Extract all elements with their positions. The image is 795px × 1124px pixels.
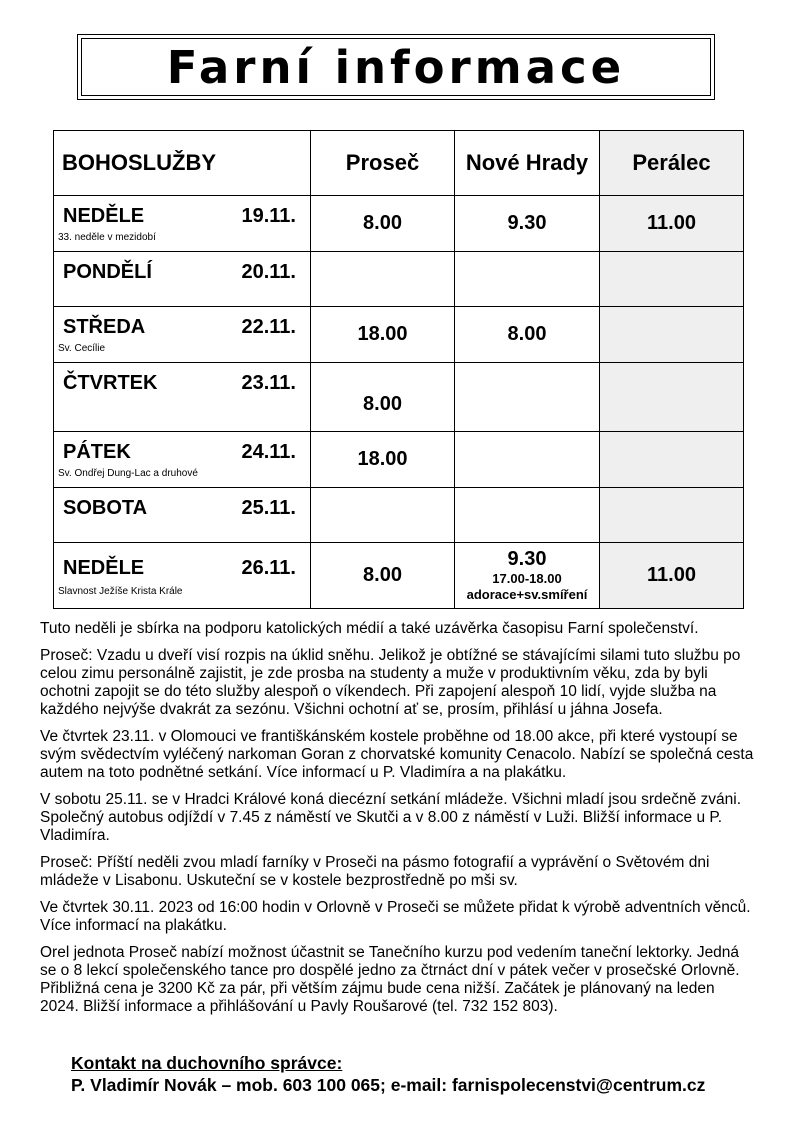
- day-cell: [54, 252, 311, 307]
- title-box: [77, 34, 715, 100]
- table-row: [54, 543, 744, 609]
- day-date: 24.11.: [241, 441, 296, 463]
- day-cell: [54, 307, 311, 363]
- day-date: 23.11.: [241, 372, 296, 394]
- announcement-paragraph: Ve čtvrtek 23.11. v Olomouci ve františkánském kostele proběhne od 18.00 akce, při které vystoupí se svým svědectvím vyléčený narkoman Goran z chorvatské komunity Cenacolo. Nabízí se společná cesta autem na toto podnětné setkání. Více informací u P. Vladimíra a na plakátku.: [40, 728, 754, 781]
- day-name: PONDĚLÍ: [63, 261, 152, 283]
- announcement-paragraph: Tuto neděli je sbírka na podporu katolických médií a také uzávěrka časopisu Farní společenství.: [40, 620, 699, 637]
- day-cell: [54, 488, 311, 543]
- day-subtitle: Slavnost Ježíše Krista Krále: [58, 586, 183, 597]
- time-prosec: 8.00: [311, 196, 455, 252]
- time-prosec: [311, 252, 455, 307]
- day-date: 25.11.: [241, 497, 296, 519]
- adoration-note: adorace+sv.smíření: [466, 587, 588, 602]
- day-cell: [54, 196, 311, 252]
- day-name: PÁTEK: [63, 441, 131, 463]
- announcements: [40, 620, 755, 1025]
- adoration-time: 17.00-18.00: [492, 571, 562, 586]
- day-subtitle: Sv. Cecílie: [58, 343, 106, 354]
- contact-line: P. Vladimír Novák – mob. 603 100 065; e-mail: farnispolecenstvi@centrum.cz: [71, 1075, 706, 1095]
- day-name: ČTVRTEK: [63, 372, 158, 394]
- table-row: [54, 363, 744, 432]
- table-row: [54, 307, 744, 363]
- time-nove-hrady-cell: [455, 543, 600, 609]
- header-prosec: Proseč: [311, 131, 455, 196]
- header-peralec: Perálec: [600, 131, 744, 196]
- time-peralec: [600, 363, 744, 432]
- day-subtitle: Sv. Ondřej Dung-Lac a druhové: [58, 468, 198, 479]
- header-services: BOHOSLUŽBY: [54, 131, 311, 196]
- day-date: 19.11.: [241, 205, 296, 227]
- contact-block: [71, 1052, 705, 1096]
- time-prosec: 18.00: [311, 432, 455, 488]
- time-nove-hrady: [455, 488, 600, 543]
- page-title: Farní informace: [81, 38, 711, 96]
- day-date: 20.11.: [241, 261, 296, 283]
- time-prosec: 8.00: [311, 363, 455, 432]
- day-subtitle: 33. neděle v mezidobí: [58, 232, 156, 243]
- time-peralec: 11.00: [600, 196, 744, 252]
- time-nove-hrady: [455, 252, 600, 307]
- table-row: [54, 488, 744, 543]
- time-nove-hrady: [455, 432, 600, 488]
- time-peralec: [600, 488, 744, 543]
- announcement-paragraph: V sobotu 25.11. se v Hradci Králové koná diecézní setkání mládeže. Všichni mladí jsou srdečně zváni. Společný autobus odjíždí v 7.45 z náměstí ve Skutči a v 8.00 z náměstí v Luži. Bližší informace u P. Vladimíra.: [40, 791, 742, 844]
- time-nove-hrady: 9.30: [507, 548, 547, 570]
- day-cell: [54, 363, 311, 432]
- time-nove-hrady: [455, 363, 600, 432]
- schedule-table: [53, 130, 744, 609]
- time-peralec: [600, 307, 744, 363]
- announcement-paragraph: Proseč: Příští neděli zvou mladí farníky v Proseči na pásmo fotografií a vyprávění o Světovém dni mládeže v Lisabonu. Uskuteční se v kostele bezprostředně po mši sv.: [40, 854, 710, 889]
- time-nove-hrady: 8.00: [455, 307, 600, 363]
- day-name: NEDĚLE: [63, 557, 145, 579]
- announcement-paragraph: Ve čtvrtek 30.11. 2023 od 16:00 hodin v Orlovně v Proseči se můžete přidat k výrobě adventních věnců. Více informací na plakátku.: [40, 899, 751, 934]
- day-date: 26.11.: [241, 557, 296, 579]
- announcement-paragraph: Proseč: Vzadu u dveří visí rozpis na úklid sněhu. Jelikož je obtížné se stávajícími silami tuto službu po celou zimu personálně zajistit, je zde prosba na studenty a muže v produktivním věku, zda by byli ochotni zapojit se do této služby alespoň o víkendech. Při zapojení alespoň 10 lidí, vyjde služba na každého nejvýše dvakrát za sezónu. Všichni ochotní ať se, prosím, přihlásí u jáhna Josefa.: [40, 647, 741, 718]
- table-row: [54, 196, 744, 252]
- announcement-paragraph: Orel jednota Proseč nabízí možnost účastnit se Tanečního kurzu pod vedením taneční lektorky. Jedná se o 8 lekcí společenského tance pro dospělé jedno za čtrnáct dní v pátek večer v prosečské Orlovně. Přibližná cena je 3200 Kč za pár, při větším zájmu bude cena nižší. Začátek je plánovaný na leden 2024. Bližší informace a přihlášování u Pavly Roušarové (tel. 732 152 803).: [40, 944, 740, 1015]
- day-name: SOBOTA: [63, 497, 148, 519]
- time-peralec: 11.00: [600, 543, 744, 609]
- header-nove-hrady: Nové Hrady: [455, 131, 600, 196]
- table-header-row: [54, 131, 744, 196]
- table-row: [54, 252, 744, 307]
- day-cell: [54, 543, 311, 609]
- time-peralec: [600, 252, 744, 307]
- table-row: [54, 432, 744, 488]
- time-prosec: 18.00: [311, 307, 455, 363]
- day-name: NEDĚLE: [63, 205, 145, 227]
- day-date: 22.11.: [241, 316, 296, 338]
- time-prosec: 8.00: [311, 543, 455, 609]
- day-name: STŘEDA: [63, 316, 146, 338]
- time-nove-hrady: 9.30: [455, 196, 600, 252]
- contact-title: Kontakt na duchovního správce:: [71, 1053, 343, 1073]
- day-cell: [54, 432, 311, 488]
- time-peralec: [600, 432, 744, 488]
- time-prosec: [311, 488, 455, 543]
